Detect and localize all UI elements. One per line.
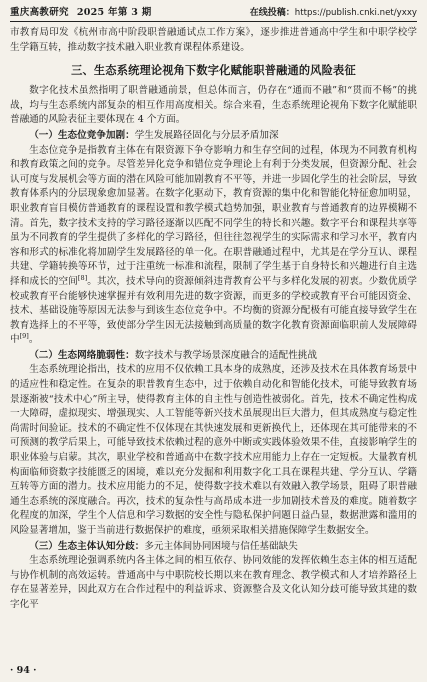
subsection-1-subtitle: 学生发展路径固化与分层矛盾加深 [134,129,279,141]
online-label: 在线投稿： [249,8,295,18]
running-header [10,0,417,22]
article-body [10,22,417,613]
subsection-2-subtitle: 数字技术与教学场景深度融合的适配性挑战 [134,349,317,361]
paragraph-text: 生态位竞争是指教育主体在有限资源下争夺影响力和生存空间的过程，体现为不同教育机构和教育政策之间的竞争。尽管差异化竞争和错位竞争理论上有利于分类发展，但资源分配、社会认可度与发展机会等方面的潜在风险可能加剧教育不平等，并进一步固化学生的社会阶层，导致教育体系内的分层现象愈加显著。在数字化驱动下，教育资源的集中化和智能化特征愈加明显，职业教育盲目模仿普通教育的课程设置和教学模式趋势加强，职业教育与普通教育的边界模糊不清。首先，数字技术支持的学习路径逐渐以匹配不同学生的特长和兴趣。数字平台和课程共享等虽为不同教育的学生提供了多样化的学习路径，但往往忽视学生的实际需求和学习水平，教育内容和形式的标准化将加剧学生发展路径的单一化。在职普融通过程中，尤其是在学分互认、课程共建、学籍转换等环节，过于注重统一标准和流程，限制了学生基于自身特长和兴趣进行自主选择和成长的空间 [10,144,417,287]
subsection-2-title: （二）生态网络脆弱性： [29,349,135,361]
paragraph-text: 。其次，技术导向的资源倾斜违背教育公平与多样化发展的初衷。少数优质学校或教育平台能够快速掌握并有效利用先进的数字资源，而更多的学校或教育平台可能因资金、技术、基础设施等原因无法参与到该生态位竞争中。不均衡的资源分配极有可能直接导致学生在教育选择上的不平等，致使部分学生因无法接触到高质量的数字化教育资源面临职前人发展障碍中 [10,275,418,346]
subsection-3-subtitle: 多元主体间协同困境与信任基础缺失 [144,540,298,552]
paragraph-text: 。 [28,334,39,346]
page-number: · 94 · [10,665,37,676]
subsection-3-paragraph: 生态系统理论强调系统内各主体之间的相互依存、协同效能的发挥依赖生态主体的相互适配与协作机制的高效运转。普通高中与中职院校长期以来在教育理念、教学模式和人才培养路径上存在显著差异，因此双方在合作过程中的利益诉求、资源整合及文化认知分歧可能导致其建的数字化平 [10,555,417,610]
subsection-1-paragraph [10,144,417,348]
journal-name: 重庆高教研究 [10,7,69,18]
subsection-heading-1 [10,129,417,144]
subsection-1-title: （一）生态位竞争加剧： [29,129,135,141]
submission-info [250,5,417,18]
subsection-heading-2 [10,349,417,364]
citation-ref: [8] [77,273,88,282]
submission-url[interactable]: https://publish.cnki.net/yxxy [294,8,417,18]
section-intro: 数字化技术虽然指明了职普融通前景，但总体而言，仍存在“通而不融”和“贯而不畅”的挑战，均与生态系统内部复杂的相互作用高度相关。综合来看，生态系统理论视角下数字化赋能职普融通的风险表征主要体现在 4 个方面。 [10,85,417,126]
subsection-2-paragraph: 生态系统理论指出，技术的应用不仅依赖工具本身的成熟度，还涉及技术在具体教育场景中的适应性和稳定性。在复杂的职普教育生态中，过于依赖自动化和智能化技术，可能导致教育场景逐渐被“技术中心”所主导，使得教育主体的自主性与创造性被弱化。首先，技术不确定性构成一大障碍，虚拟现实、增强现实、人工智能等新兴技术虽展现出巨大潜力，但其成熟度与稳定性尚需时间验证。技术的不确定性不仅体现在其快速发展和更新换代上，还体现在其可能带来的不可预测的教学后果上，可能导致技术依赖过程的意外中断或实践体验效果不佳，直接影响学生的职业体验与启蒙。其次，职业学校和普通高中在数字技术应用能力上存在一定短板。大量教育机构面临师资数字技能匮乏的困境，难以充分发掘和利用数字化工具在课程共建、学分互认、学籍互转等方面的潜力。技术应用能力的不足，使得数字技术难以有效融入教学场景，阻碍了职普融通生态系统的深度融合。再次，技术的复杂性与高昂成本进一步加剧技术普及的难度。随着数字化程度的加深，学生个人信息和学习数据的安全性与隐私保护问题日益凸显，数据泄露和滥用的风险显著增加，鉴于当前进行数据保护的难度，亟须采取相关措施保障学生数据安全。 [10,364,417,536]
citation-ref: [9] [19,332,29,341]
section-heading: 三、生态系统理论视角下数字化赋能职普融通的风险表征 [71,64,356,78]
issue-label: 2025 年第 3 期 [76,7,152,18]
paragraph-continued: 市教育局印发《杭州市高中阶段职普融通试点工作方案》，逐步推进普通高中学生和中职学校学生学籍互转，推动数字技术融入职业教育课程体系建设。 [10,27,417,53]
subsection-3-title: （三）生态主体认知分歧： [29,540,145,552]
journal-title [10,4,152,18]
subsection-heading-3 [10,540,417,555]
